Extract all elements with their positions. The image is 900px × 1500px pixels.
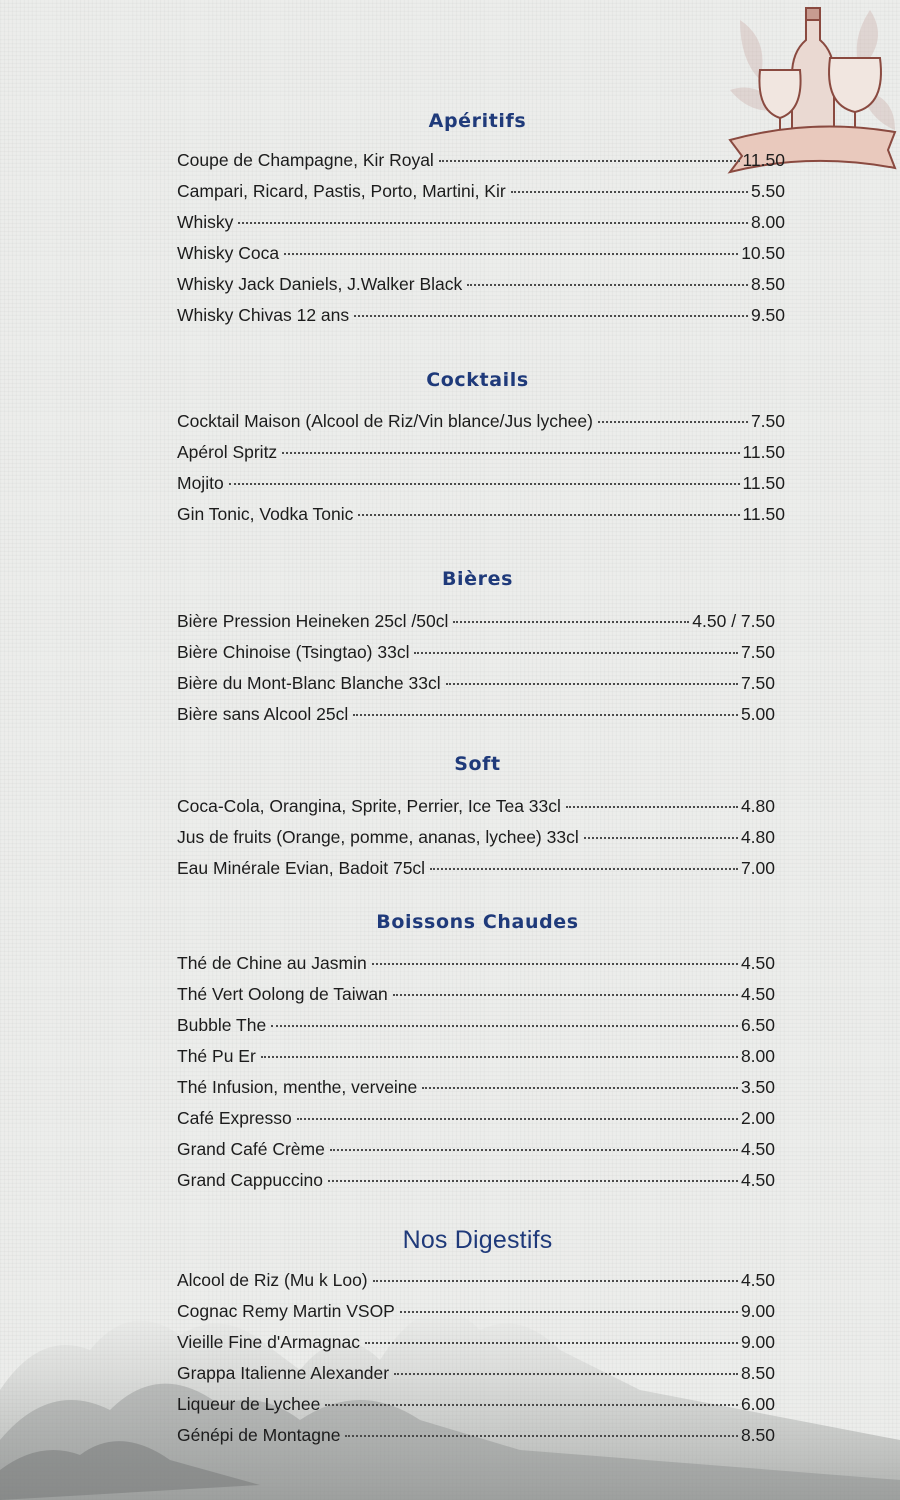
menu-item-liqueur-de-lychee [177, 1394, 775, 1418]
dot-leader [328, 1180, 738, 1182]
menu-item-alcool-de-riz [177, 1270, 775, 1294]
item-price: 4.50 [740, 984, 775, 1004]
dot-leader [354, 315, 748, 317]
dot-leader [414, 652, 737, 654]
item-price: 8.50 [740, 1425, 775, 1445]
item-price: 11.50 [742, 504, 785, 524]
menu-item-biere-pression [177, 611, 775, 635]
item-name: Whisky Jack Daniels, J.Walker Black [177, 274, 463, 294]
item-name: Thé de Chine au Jasmin [177, 953, 367, 973]
dot-leader [400, 1311, 738, 1313]
item-name: Bubble The [177, 1015, 267, 1035]
item-name: Thé Infusion, menthe, verveine [177, 1077, 418, 1097]
item-name: Coca-Cola, Orangina, Sprite, Perrier, Ice Tea 33cl [177, 796, 561, 816]
item-price: 4.80 [740, 827, 775, 847]
dot-leader [330, 1149, 738, 1151]
item-name: Whisky Coca [177, 243, 280, 263]
menu-item-jus-de-fruits [177, 827, 775, 851]
menu-item-aperol-spritz [177, 442, 785, 466]
dot-leader [271, 1025, 738, 1027]
dot-leader [393, 994, 738, 996]
item-name: Mojito [177, 473, 224, 493]
item-name: Café Expresso [177, 1108, 292, 1128]
item-price: 11.50 [742, 473, 785, 493]
item-price: 9.00 [740, 1332, 775, 1352]
dot-leader [584, 837, 738, 839]
dot-leader [358, 514, 739, 516]
menu-item-biere-sans-alcool [177, 704, 775, 728]
dot-leader [238, 222, 748, 224]
dot-leader [598, 421, 748, 423]
item-price: 4.50 [740, 953, 775, 973]
menu-item-campari [177, 181, 785, 205]
menu-item-coupe-champagne [177, 150, 785, 174]
item-price: 8.00 [740, 1046, 775, 1066]
item-name: Thé Vert Oolong de Taiwan [177, 984, 388, 1004]
item-name: Liqueur de Lychee [177, 1394, 321, 1414]
menu-item-grappa-italienne [177, 1363, 775, 1387]
dot-leader [430, 868, 738, 870]
dot-leader [297, 1118, 738, 1120]
item-price: 7.50 [740, 642, 775, 662]
item-price: 6.00 [740, 1394, 775, 1414]
item-name: Vieille Fine d'Armagnac [177, 1332, 360, 1352]
dot-leader [422, 1087, 738, 1089]
dot-leader [282, 452, 739, 454]
item-price: 5.50 [750, 181, 785, 201]
menu-item-mojito [177, 473, 785, 497]
item-price: 7.50 [750, 411, 785, 431]
dot-leader [345, 1435, 737, 1437]
dot-leader [365, 1342, 738, 1344]
item-price: 7.00 [740, 858, 775, 878]
dot-leader [372, 963, 738, 965]
menu-item-the-jasmin [177, 953, 775, 977]
dot-leader [439, 160, 740, 162]
dot-leader [373, 1280, 738, 1282]
menu-item-the-pu-er [177, 1046, 775, 1070]
item-price: 11.50 [742, 442, 785, 462]
item-name: Alcool de Riz (Mu k Loo) [177, 1270, 368, 1290]
item-price: 6.50 [740, 1015, 775, 1035]
menu-item-whisky [177, 212, 785, 236]
menu-item-bubble-the [177, 1015, 775, 1039]
item-name: Bière Chinoise (Tsingtao) 33cl [177, 642, 410, 662]
dot-leader [446, 683, 738, 685]
item-price: 4.50 [740, 1139, 775, 1159]
section-title-soft: Soft [454, 753, 501, 775]
menu-item-grand-cappuccino [177, 1170, 775, 1194]
menu-item-grand-cafe-creme [177, 1139, 775, 1163]
menu-item-eau-minerale [177, 858, 775, 882]
dot-leader [467, 284, 748, 286]
item-price: 4.80 [740, 796, 775, 816]
section-title-aperitifs: Apéritifs [428, 110, 527, 132]
item-name: Bière Pression Heineken 25cl /50cl [177, 611, 449, 631]
item-price: 7.50 [740, 673, 775, 693]
item-price: 4.50 [740, 1170, 775, 1190]
item-name: Thé Pu Er [177, 1046, 256, 1066]
dot-leader [284, 253, 738, 255]
item-name: Eau Minérale Evian, Badoit 75cl [177, 858, 426, 878]
menu-item-whisky-coca [177, 243, 785, 267]
section-title-nos-digestifs: Nos Digestifs [402, 1226, 553, 1254]
item-price: 9.00 [740, 1301, 775, 1321]
dot-leader [353, 714, 738, 716]
menu-item-vieille-fine-armagnac [177, 1332, 775, 1356]
item-name: Cognac Remy Martin VSOP [177, 1301, 395, 1321]
item-name: Whisky [177, 212, 234, 232]
item-name: Bière sans Alcool 25cl [177, 704, 349, 724]
menu-item-biere-chinoise [177, 642, 775, 666]
menu-item-cafe-expresso [177, 1108, 775, 1132]
menu-item-genepi-de-montagne [177, 1425, 775, 1449]
menu-item-gin-tonic [177, 504, 785, 528]
menu-item-the-infusion [177, 1077, 775, 1101]
menu-item-coca-cola [177, 796, 775, 820]
item-name: Grand Café Crème [177, 1139, 325, 1159]
item-price: 2.00 [740, 1108, 775, 1128]
item-name: Bière du Mont-Blanc Blanche 33cl [177, 673, 441, 693]
item-price: 8.50 [750, 274, 785, 294]
item-price: 9.50 [750, 305, 785, 325]
item-name: Cocktail Maison (Alcool de Riz/Vin blance/Jus lychee) [177, 411, 593, 431]
item-name: Apérol Spritz [177, 442, 278, 462]
section-title-boissons-chaudes: Boissons Chaudes [376, 911, 579, 933]
item-price: 11.50 [742, 150, 785, 170]
item-name: Coupe de Champagne, Kir Royal [177, 150, 434, 170]
menu-item-biere-mont-blanc [177, 673, 775, 697]
item-name: Grand Cappuccino [177, 1170, 323, 1190]
item-price: 5.00 [740, 704, 775, 724]
item-name: Jus de fruits (Orange, pomme, ananas, lychee) 33cl [177, 827, 579, 847]
menu-item-cognac-remy-martin [177, 1301, 775, 1325]
item-name: Whisky Chivas 12 ans [177, 305, 350, 325]
item-price: 4.50 / 7.50 [692, 611, 775, 631]
dot-leader [453, 621, 689, 623]
item-price: 4.50 [740, 1270, 775, 1290]
item-name: Génépi de Montagne [177, 1425, 341, 1445]
dot-leader [261, 1056, 738, 1058]
item-price: 10.50 [741, 243, 785, 263]
item-price: 3.50 [740, 1077, 775, 1097]
item-name: Gin Tonic, Vodka Tonic [177, 504, 354, 524]
menu-item-cocktail-maison [177, 411, 785, 435]
dot-leader [566, 806, 738, 808]
menu-item-whisky-jack-daniels [177, 274, 785, 298]
item-price: 8.50 [740, 1363, 775, 1383]
menu-item-the-oolong [177, 984, 775, 1008]
item-name: Campari, Ricard, Pastis, Porto, Martini, Kir [177, 181, 506, 201]
item-price: 8.00 [750, 212, 785, 232]
dot-leader [394, 1373, 738, 1375]
item-name: Grappa Italienne Alexander [177, 1363, 390, 1383]
dot-leader [325, 1404, 738, 1406]
dot-leader [229, 483, 740, 485]
section-title-bieres: Bières [441, 568, 514, 590]
dot-leader [511, 191, 748, 193]
section-title-cocktails: Cocktails [426, 369, 529, 391]
menu-item-whisky-chivas [177, 305, 785, 329]
